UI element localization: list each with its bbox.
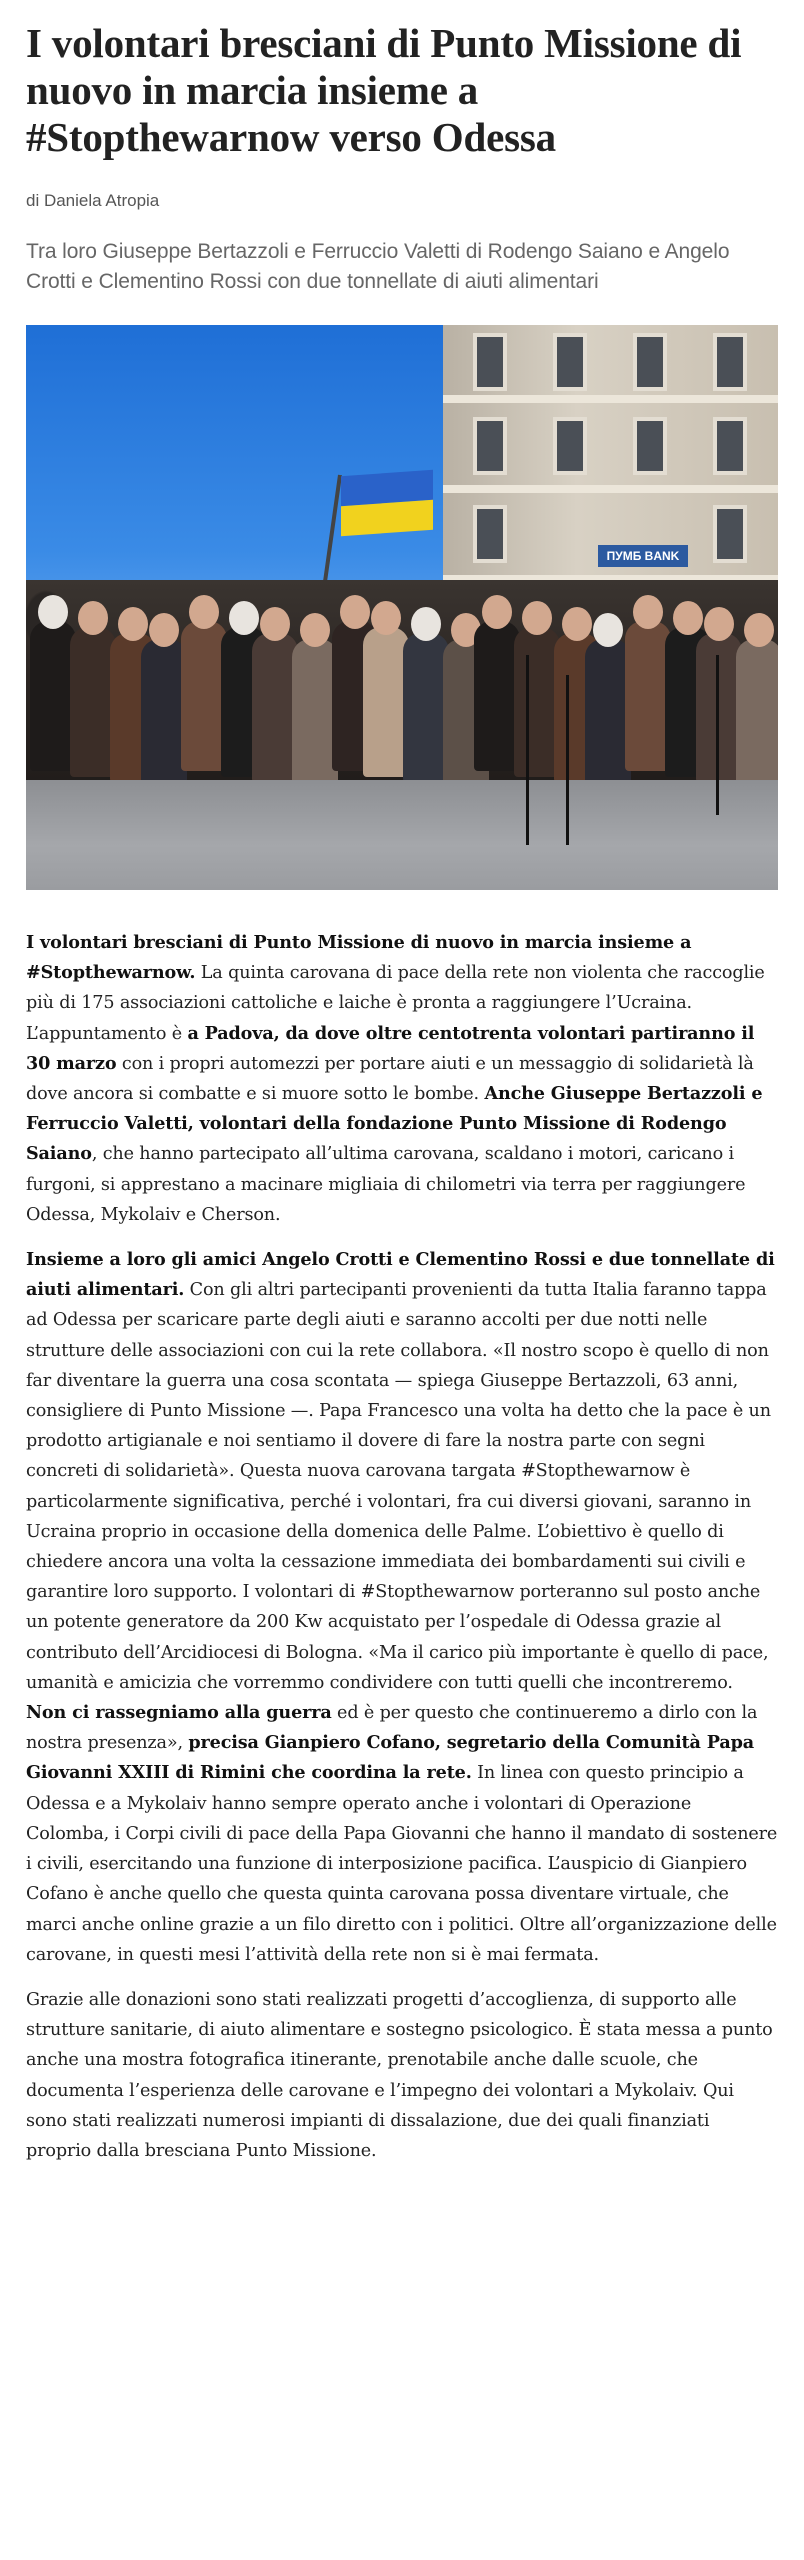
crowd-head xyxy=(78,601,108,635)
ukraine-flag-icon xyxy=(341,470,433,536)
text-run: con i propri automezzi per portare aiuti e un messaggio di solidarietà là dove ancora si combatte e si muore sotto le bombe. xyxy=(26,1053,754,1105)
text-run: Con gli altri partecipanti provenienti da tutta Italia faranno tappa ad Odessa per scaricare parte degli aiuti e saranno accolti per due notti nelle strutture delle associazioni con cui la rete collabora. «Il nostro scopo è quello di non far diventare la guerra una cosa scontata — spiega Giuseppe Bertazzoli, 63 anni, consigliere di Punto Missione —. Papa Francesco una volta ha detto che la pace è un prodotto artigianale e noi sentiamo il dovere di fare la nostra parte con segni concreti di solidarietà». Questa nuova carovana targata #Stopthewarnow è particolarmente significativa, perché i volontari, fra cui diversi giovani, saranno in Ucraina proprio in occasione della domenica delle Palme. L’obiettivo è quello di chiedere ancora una volta la cessazione immediata dei bombardamenti sui civili e garantire loro supporto. I volontari di #Stopthewarnow porteranno sul posto anche un potente generatore da 200 Kw acquistato per l’ospedale di Odessa grazie al contributo dell’Arcidiocesi di Bologna. «Ma il carico più importante è quello di pace, umanità e amicizia che vorremmo condividere con tutti quelli che incontreremo. xyxy=(26,1280,771,1693)
crowd-head xyxy=(260,607,290,641)
crowd-head xyxy=(149,613,179,647)
article-paragraph xyxy=(26,1245,778,1970)
microphone-stand xyxy=(566,675,569,845)
crowd-head xyxy=(593,613,623,647)
text-run: La quinta carovana di pace della rete non violenta che raccoglie più di 175 associazioni cattoliche e laiche è pronta a raggiungere l’Ucraina. L’appuntamento è xyxy=(26,963,765,1044)
crowd-head xyxy=(118,607,148,641)
bold-run: a Padova, da dove oltre centotrenta volontari partiranno il 30 marzo xyxy=(26,1022,755,1074)
microphone-stand xyxy=(716,655,719,815)
text-run: Grazie alle donazioni sono stati realizzati progetti d’accoglienza, di supporto alle strutture sanitarie, di aiuto alimentare e sostegno psicologico. È stata messa a punto anche una mostra fotografica itinerante, prenotabile anche dalle scuole, che documenta l’esperienza delle carovane e l’impegno dei volontari a Mykolaiv. Qui sono stati realizzati numerosi impianti di dissalazione, due dei quali finanziati proprio dalla bresciana Punto Missione. xyxy=(26,1989,773,2161)
text-run: , che hanno partecipato all’ultima carovana, scaldano i motori, caricano i furgoni, si apprestano a macinare migliaia di chilometri via terra per raggiungere Odessa, Mykolaiv e Cherson. xyxy=(26,1144,746,1225)
article-paragraph xyxy=(26,1985,778,2166)
crowd-head xyxy=(371,601,401,635)
crowd-head xyxy=(340,595,370,629)
crowd-head xyxy=(522,601,552,635)
crowd-head xyxy=(482,595,512,629)
bold-run: I volontari bresciani di Punto Missione di nuovo in marcia insieme a #Stopthewarnow. xyxy=(26,932,692,984)
bold-run: Anche Giuseppe Bertazzoli e Ferruccio Valetti, volontari della fondazione Punto Missione di Rodengo Saiano xyxy=(26,1083,763,1165)
microphone-stand xyxy=(526,655,529,845)
bank-sign: ПУМБ BANK xyxy=(598,545,688,567)
text-run: In linea con questo principio a Odessa e a Mykolaiv hanno sempre operato anche i volontari di Operazione Colomba, i Corpi civili di pace della Papa Giovanni che hanno il mandato di sostenere i civili, esercitando una funzione di interposizione pacifica. L’auspicio di Gianpiero Cofano è anche quello che questa quinta carovana possa diventare virtuale, che marci anche online grazie a un filo diretto con i politici. Oltre all’organizzazione delle carovane, in questi mesi l’attività della rete non si è mai fermata. xyxy=(26,1763,778,1965)
crowd-head xyxy=(38,595,68,629)
crowd-head xyxy=(562,607,592,641)
article-subtitle: Tra loro Giuseppe Bertazzoli e Ferruccio Valetti di Rodengo Saiano e Angelo Crotti e Clementino Rossi con due tonnellate di aiuti alimentari xyxy=(26,240,730,293)
crowd xyxy=(26,580,778,790)
bold-run: Insieme a loro gli amici Angelo Crotti e Clementino Rossi e due tonnellate di aiuti alimentari. xyxy=(26,1249,775,1301)
article-photo xyxy=(26,325,778,890)
crowd-head xyxy=(673,601,703,635)
crowd-head xyxy=(704,607,734,641)
crowd-head xyxy=(189,595,219,629)
crowd-head xyxy=(411,607,441,641)
crowd-head xyxy=(633,595,663,629)
street-ground xyxy=(26,780,778,890)
article-headline: I volontari bresciani di Punto Missione di nuovo in marcia insieme a #Stopthewarnow verso Odessa xyxy=(26,20,742,160)
crowd-head xyxy=(229,601,259,635)
crowd-head xyxy=(744,613,774,647)
bold-run: precisa Gianpiero Cofano, segretario della Comunità Papa Giovanni XXIII di Rimini che coordina la rete. xyxy=(26,1732,754,1784)
text-run: ed è per questo che continueremo a dirlo con la nostra presenza», xyxy=(26,1703,758,1754)
crowd-person xyxy=(736,639,778,789)
crowd-head xyxy=(300,613,330,647)
article-body xyxy=(26,928,778,2166)
bold-run: Non ci rassegniamo alla guerra xyxy=(26,1702,332,1724)
article-paragraph xyxy=(26,928,778,1230)
article-byline: di Daniela Atropia xyxy=(26,191,160,210)
